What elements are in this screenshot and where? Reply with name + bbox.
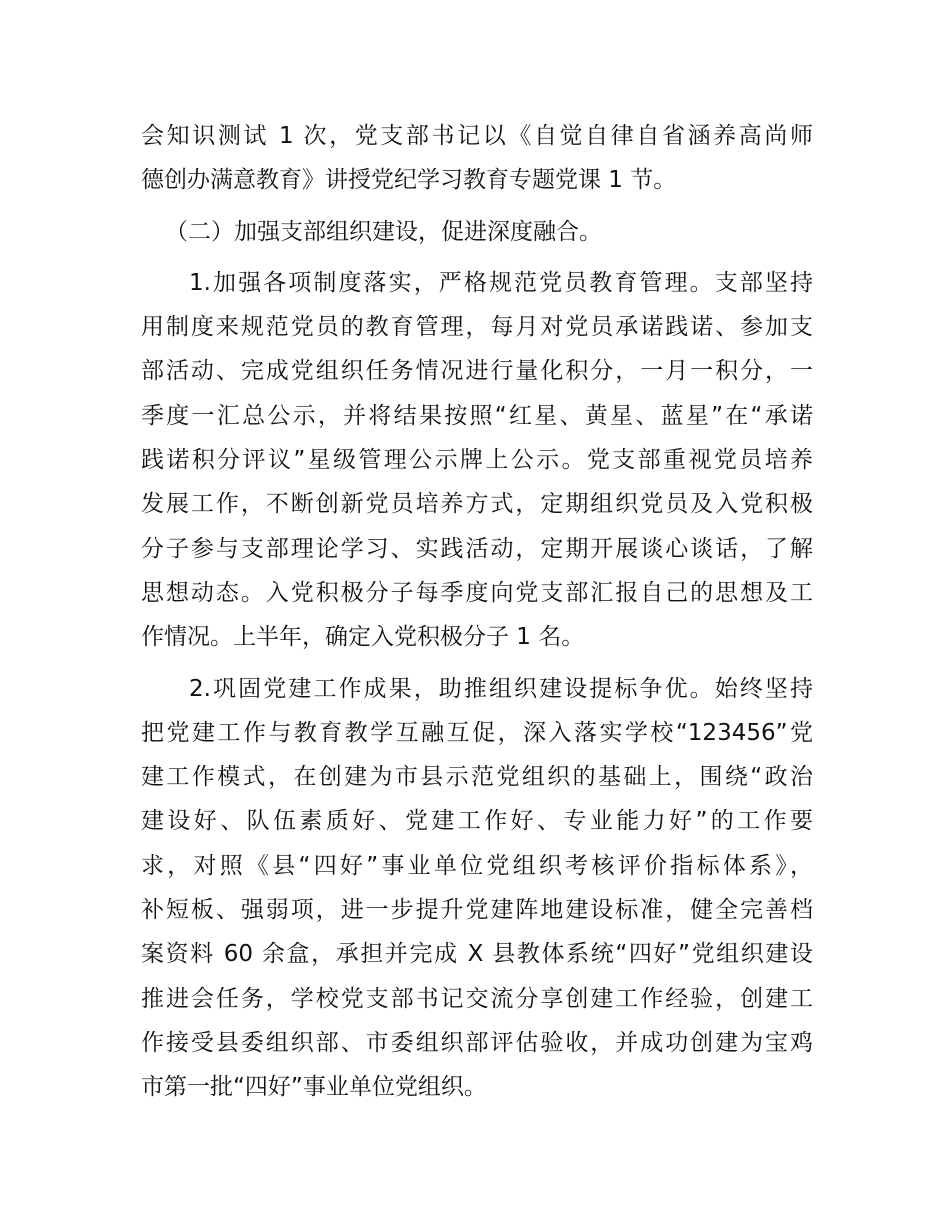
text-line: 用制度来规范党员的教育管理，每月对党员承诺践诺、参加支 bbox=[141, 314, 813, 341]
text-line: 推进会任务，学校党支部书记交流分享创建工作经验，创建工 bbox=[141, 985, 813, 1012]
text-line: 分子参与支部理论学习、实践活动，定期开展谈心谈话，了解 bbox=[141, 535, 813, 562]
text-line: 思想动态。入党积极分子每季度向党支部汇报自己的思想及工 bbox=[141, 579, 813, 606]
text-line: 践诺积分评议”星级管理公示牌上公示。党支部重视党员培养 bbox=[141, 447, 813, 474]
section-heading bbox=[141, 210, 813, 254]
text-line: 季度一汇总公示，并将结果按照“红星、黄星、蓝星”在“承诺 bbox=[141, 402, 813, 429]
text-line: 会知识测试 1 次，党支部书记以《自觉自律自省涵养高尚师 bbox=[141, 123, 813, 149]
text-line: 部活动、完成党组织任务情况进行量化积分，一月一积分，一 bbox=[141, 358, 813, 385]
text-line: 德创办满意教育》讲授党纪学习教育专题党课 1 节。 bbox=[141, 167, 677, 194]
body-text bbox=[141, 114, 813, 1110]
text-line: 作情况。上半年，确定入党积极分子 1 名。 bbox=[141, 624, 585, 651]
text-line: 求，对照《县“四好”事业单位党组织考核评价指标体系》， bbox=[141, 852, 813, 879]
paragraph-1 bbox=[141, 261, 813, 660]
text-line: 发展工作，不断创新党员培养方式，定期组织党员及入党积极 bbox=[141, 491, 813, 518]
text-line: 建设好、队伍素质好、党建工作好、专业能力好”的工作要 bbox=[141, 808, 813, 835]
text-line: 市第一批“四好”事业单位党组织。 bbox=[141, 1074, 487, 1101]
text-line: 把党建工作与教育教学互融互促，深入落实学校“123456”党 bbox=[141, 719, 813, 746]
text-line: 作接受县委组织部、市委组织部评估验收，并成功创建为宝鸡 bbox=[141, 1029, 813, 1056]
text-line: 2.巩固党建工作成果，助推组织建设提标争优。始终坚持 bbox=[189, 675, 813, 702]
paragraph-continuation bbox=[141, 114, 813, 203]
text-line: 1.加强各项制度落实，严格规范党员教育管理。支部坚持 bbox=[189, 269, 813, 296]
text-line: 案资料 60 余盒，承担并完成 X 县教体系统“四好”党组织建设 bbox=[141, 941, 813, 968]
paragraph-2 bbox=[141, 667, 813, 1110]
text-line: 补短板、强弱项，进一步提升党建阵地建设标准，健全完善档 bbox=[141, 897, 813, 924]
heading-line: （二）加强支部组织建设，促进深度融合。 bbox=[165, 218, 602, 245]
text-line: 建工作模式，在创建为市县示范党组织的基础上，围绕“政治 bbox=[141, 764, 813, 791]
